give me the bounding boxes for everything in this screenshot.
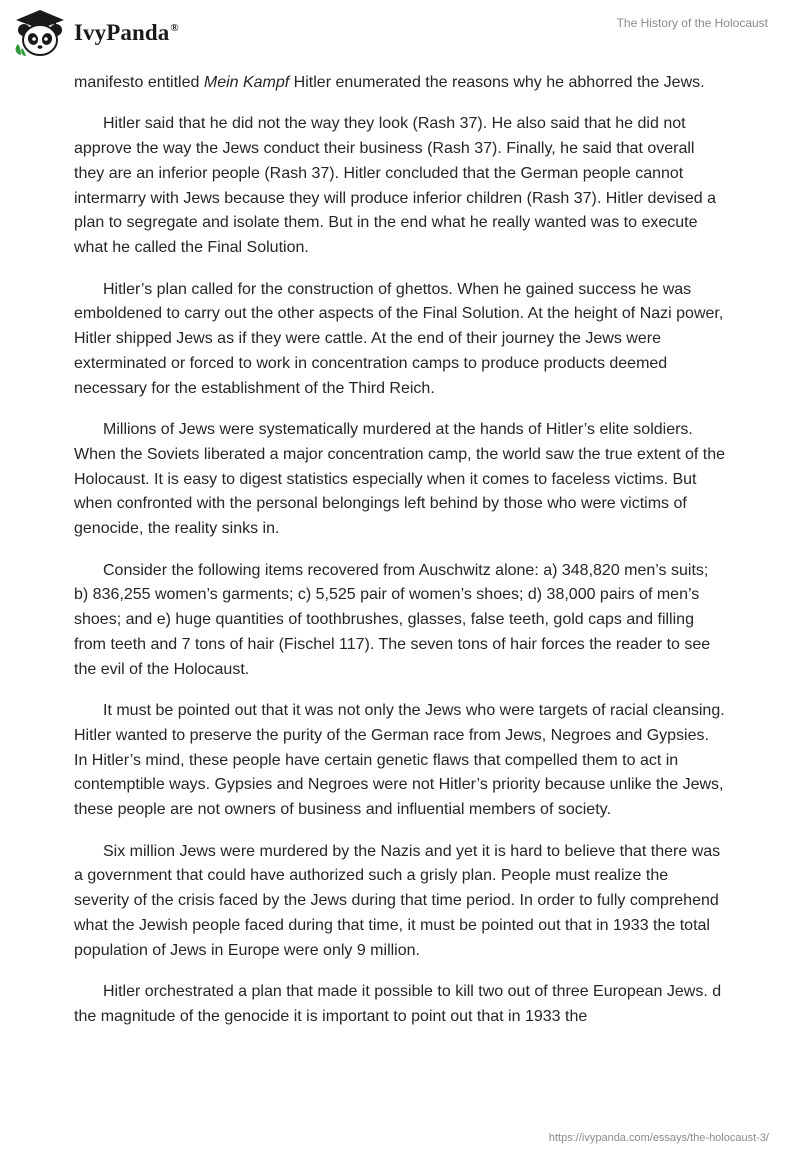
paragraph: Hitler’s plan called for the construction of ghettos. When he gained success he was emboldened to carry out the other aspects of the Final Solution. At the height of Nazi power, Hitler shipped Jews as if they were cattle. At the end of their journey the Jews were exterminated or forced to work in concentration camps to produce products deemed necessary for the establishment of the Third Reich. bbox=[74, 280, 724, 397]
paragraph-continued: manifesto entitled Mein Kampf Hitler enumerated the reasons why he abhorred the Jews. bbox=[74, 74, 705, 91]
book-title-italic: Mein Kampf bbox=[203, 74, 290, 91]
paragraph: Six million Jews were murdered by the Nazis and yet it is hard to believe that there was a government that could have authorized such a grisly plan. People must realize the severity of the crisis faced by the Jews during that time period. In order to fully comprehend what the Jewish people faced during that time, it must be pointed out that in 1933 the total population of Jews in Europe were only 9 million. bbox=[74, 842, 721, 959]
document-title: The History of the Holocaust bbox=[616, 16, 768, 30]
paragraph: Millions of Jews were systematically murdered at the hands of Hitler’s elite soldiers. When the Soviets liberated a major concentration camp, the world saw the true extent of the Holocaust. It is easy to digest statistics especially when it comes to faceless victims. But when confronted with the personal belongings left behind by those who were victims of genocide, the reality sinks in. bbox=[74, 421, 726, 538]
logo-wordmark: IvyPanda® bbox=[74, 20, 179, 45]
panda-graduate-icon bbox=[12, 8, 68, 58]
essay-body bbox=[74, 71, 726, 1046]
paragraph: It must be pointed out that it was not only the Jews who were targets of racial cleansing. Hitler wanted to preserve the purity of the German race from Jews, Negroes and Gypsies. In Hitler’s mind, these people have certain genetic flaws that compelled them to act in contemptible ways. Gypsies and Negroes were not Hitler’s priority because unlike the Jews, these people are not owners of business and influential members of society. bbox=[74, 702, 725, 819]
paragraph: Hitler orchestrated a plan that made it possible to kill two out of three European Jews. d the magnitude of the genocide it is important to point out that in 1933 the bbox=[74, 983, 722, 1025]
ivypanda-logo[interactable] bbox=[12, 8, 179, 58]
footer-source-url[interactable]: https://ivypanda.com/essays/the-holocaust-3/ bbox=[548, 1132, 769, 1144]
paragraph: Hitler said that he did not the way they look (Rash 37). He also said that he did not approve the way the Jews conduct their business (Rash 37). Finally, he said that overall they are an inferior people (Rash 37). Hitler concluded that the German people cannot intermarry with Jews because they will produce inferior children (Rash 37). Hitler devised a plan to segregate and isolate them. But in the end what he really wanted was to execute what he called the Final Solution. bbox=[74, 115, 717, 257]
page-header bbox=[0, 0, 800, 66]
paragraph: Consider the following items recovered from Auschwitz alone: a) 348,820 men’s suits; b) 836,255 women’s garments; c) 5,525 pair of women’s shoes; d) 38,000 pairs of men’s shoes; and e) huge quantities of toothbrushes, glasses, false teeth, gold caps and filling from teeth and 7 tons of hair (Fischel 117). The seven tons of hair forces the reader to see the evil of the Holocaust. bbox=[74, 561, 711, 678]
